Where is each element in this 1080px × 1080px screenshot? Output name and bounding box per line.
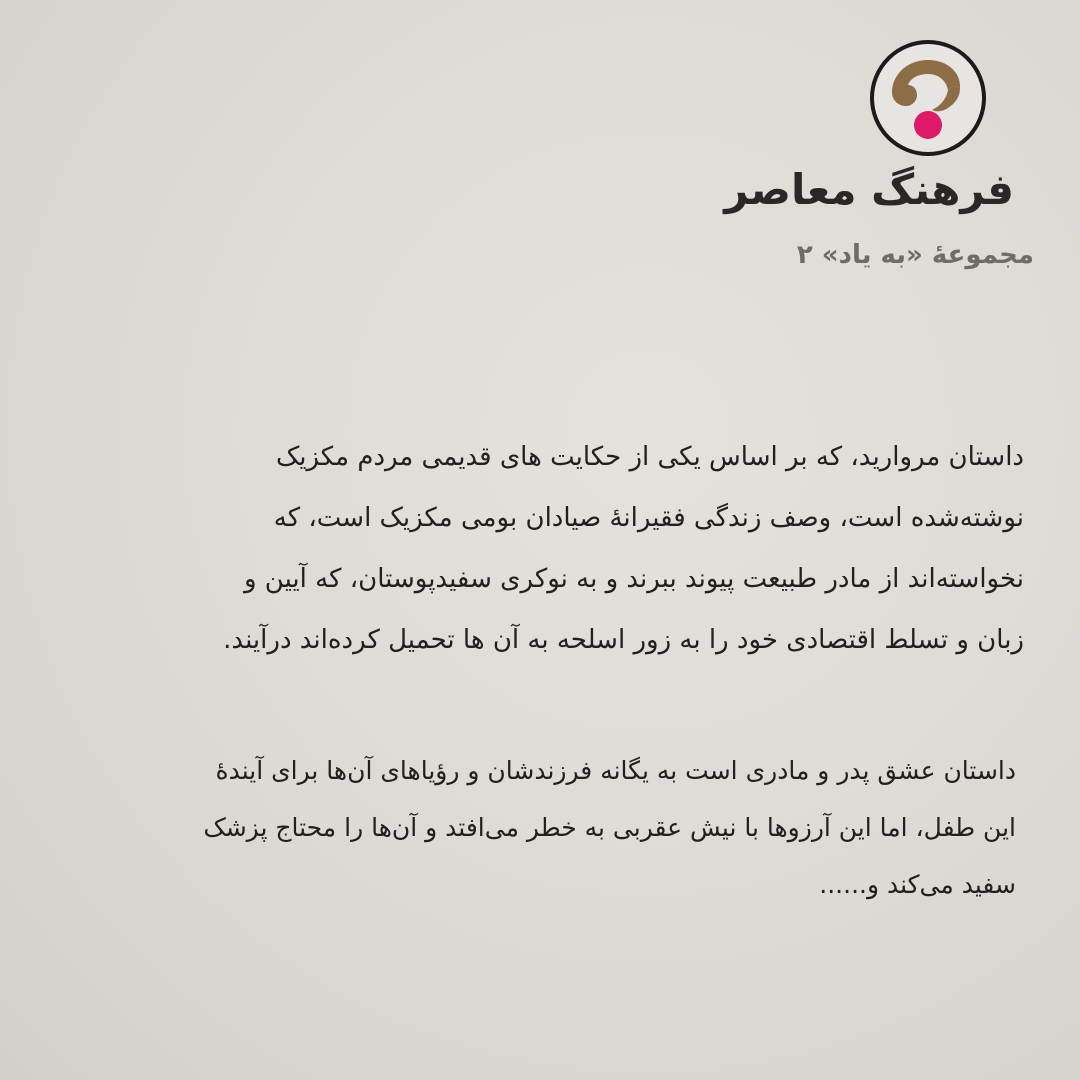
paragraph-2-line: این طفل، اما این آرزوها با نیش عقربی به خطر می‌افتد و آن‌ها را محتاج پزشک (203, 813, 1016, 842)
publisher-logo-icon (868, 38, 988, 158)
synopsis-paragraph-1 (64, 427, 1024, 671)
publisher-name: فرهنگ معاصر (724, 165, 1014, 214)
paragraph-2-line: داستان عشق پدر و مادری است به یگانه فرزندشان و رؤیاهای آن‌ها برای آیندهٔ (215, 756, 1016, 785)
paragraph-1-line: نوشته‌شده است، وصف زندگی فقیرانهٔ صیادان بومی مکزیک است، که (273, 503, 1024, 533)
series-title: مجموعهٔ «به یاد» ۲ (796, 240, 1034, 270)
paragraph-2-line: سفید می‌کند و...... (819, 870, 1016, 899)
paragraph-1-line: داستان مروارید، که بر اساس یکی از حکایت های قدیمی مردم مکزیک (275, 442, 1024, 472)
synopsis-paragraph-2 (76, 742, 1016, 913)
paragraph-1-line: زبان و تسلط اقتصادی خود را به زور اسلحه به آن ها تحمیل کرده‌اند درآیند. (223, 625, 1024, 655)
paragraph-1-line: نخواسته‌اند از مادر طبیعت پیوند ببرند و به نوکری سفیدپوستان، که آیین و (243, 564, 1024, 594)
